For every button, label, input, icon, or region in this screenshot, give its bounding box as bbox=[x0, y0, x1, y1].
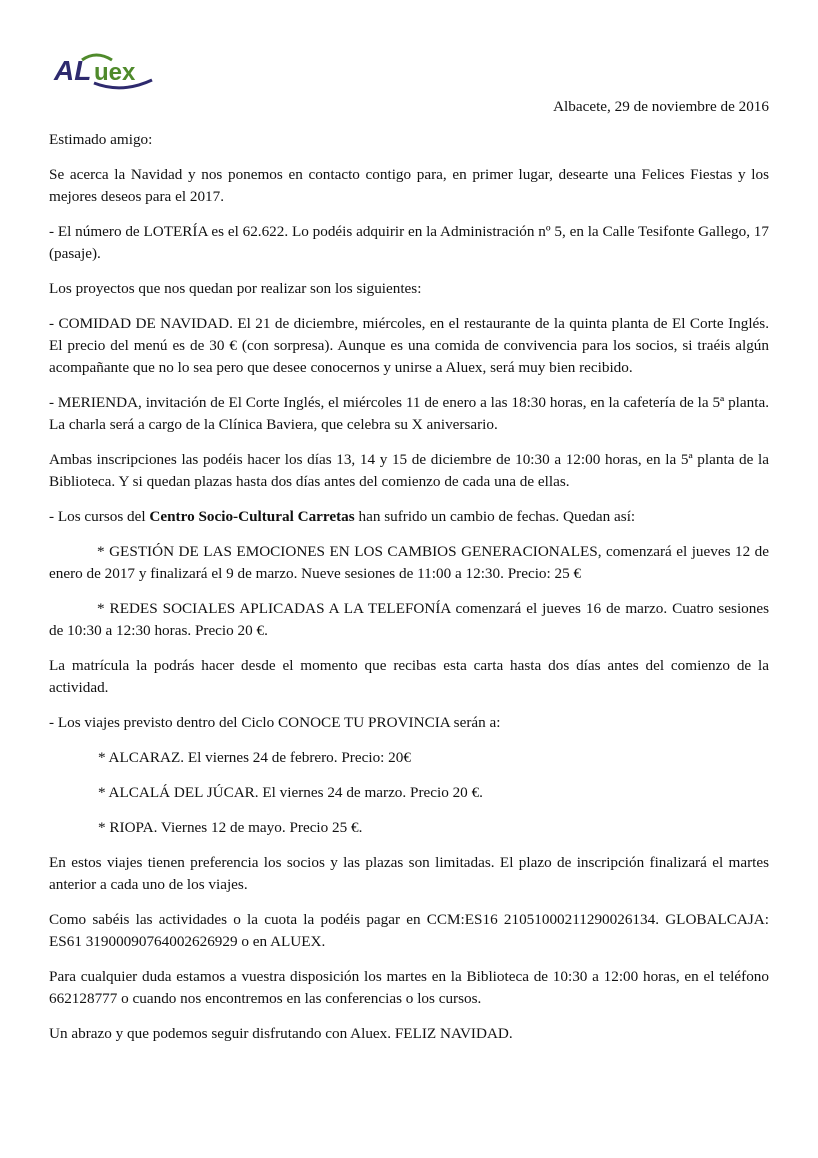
aluex-logo bbox=[52, 50, 162, 95]
enrollment-paragraph: La matrícula la podrás hacer desde el momento que recibas esta carta hasta dos días antes del comienzo de la actividad. bbox=[49, 657, 769, 696]
letter-date: Albacete, 29 de noviembre de 2016 bbox=[553, 98, 769, 115]
svg-text:AL: AL bbox=[54, 55, 92, 86]
courses-prefix: - Los cursos del bbox=[49, 508, 150, 525]
projects-intro: Los proyectos que nos quedan por realizar son los siguientes: bbox=[49, 280, 422, 297]
contact-paragraph: Para cualquier duda estamos a vuestra disposición los martes en la Biblioteca de 10:30 a 12:00 horas, en el teléfono 662128777 o cuando nos encontremos en las conferencias o los cursos. bbox=[49, 968, 769, 1007]
courses-suffix: han sufrido un cambio de fechas. Quedan así: bbox=[354, 508, 636, 525]
letter-body bbox=[49, 129, 769, 1058]
intro-paragraph: Se acerca la Navidad y nos ponemos en contacto contigo para, en primer lugar, desearte una Felices Fiestas y los mejores deseos para el 2017. bbox=[49, 166, 769, 205]
trips-intro: - Los viajes previsto dentro del Ciclo CONOCE TU PROVINCIA serán a: bbox=[49, 714, 501, 731]
trips-note: En estos viajes tienen preferencia los socios y las plazas son limitadas. El plazo de inscripción finalizará el martes anterior a cada uno de los viajes. bbox=[49, 854, 769, 893]
registrations-paragraph: Ambas inscripciones las podéis hacer los días 13, 14 y 15 de diciembre de 10:30 a 12:00 horas, en la 5ª planta de la Biblioteca. Y si quedan plazas hasta dos días antes del comienzo de cada una de ellas. bbox=[49, 451, 769, 490]
trip-item: * ALCARAZ. El viernes 24 de febrero. Precio: 20€ bbox=[98, 749, 411, 766]
lottery-paragraph: - El número de LOTERÍA es el 62.622. Lo podéis adquirir en la Administración nº 5, en la Calle Tesifonte Gallego, 17 (pasaje). bbox=[49, 223, 769, 262]
greeting: Estimado amigo: bbox=[49, 131, 153, 148]
closing-line: Un abrazo y que podemos seguir disfrutando con Aluex. FELIZ NAVIDAD. bbox=[49, 1025, 513, 1042]
christmas-meal-paragraph: - COMIDAD DE NAVIDAD. El 21 de diciembre, miércoles, en el restaurante de la quinta planta de El Corte Inglés. El precio del menú es de 30 € (con sorpresa). Aunque es una comida de convivencia para los socios, si traéis algún acompañante que no lo sea pero que desee conocernos y unirse a Aluex, será muy bien recibido. bbox=[49, 315, 769, 376]
courses-center: Centro Socio-Cultural Carretas bbox=[149, 508, 355, 525]
trip-item: * ALCALÁ DEL JÚCAR. El viernes 24 de marzo. Precio 20 €. bbox=[98, 784, 483, 801]
payment-paragraph: Como sabéis las actividades o la cuota la podéis pagar en CCM:ES16 21051000211290026134. GLOBALCAJA: ES61 31900090764002626929 o en ALUEX. bbox=[49, 911, 769, 950]
courses-intro bbox=[49, 506, 769, 528]
course-item: * REDES SOCIALES APLICADAS A LA TELEFONÍA comenzará el jueves 16 de marzo. Cuatro sesiones de 10:30 a 12:30 horas. Precio 20 €. bbox=[49, 600, 769, 639]
course-item: * GESTIÓN DE LAS EMOCIONES EN LOS CAMBIOS GENERACIONALES, comenzará el jueves 12 de enero de 2017 y finalizará el 9 de marzo. Nueve sesiones de 11:00 a 12:30. Precio: 25 € bbox=[49, 543, 769, 582]
snack-paragraph: - MERIENDA, invitación de El Corte Inglés, el miércoles 11 de enero a las 18:30 horas, en la cafetería de la 5ª planta. La charla será a cargo de la Clínica Baviera, que celebra su X aniversario. bbox=[49, 394, 769, 433]
trip-item: * RIOPA. Viernes 12 de mayo. Precio 25 €. bbox=[98, 819, 363, 836]
svg-text:uex: uex bbox=[94, 59, 136, 86]
